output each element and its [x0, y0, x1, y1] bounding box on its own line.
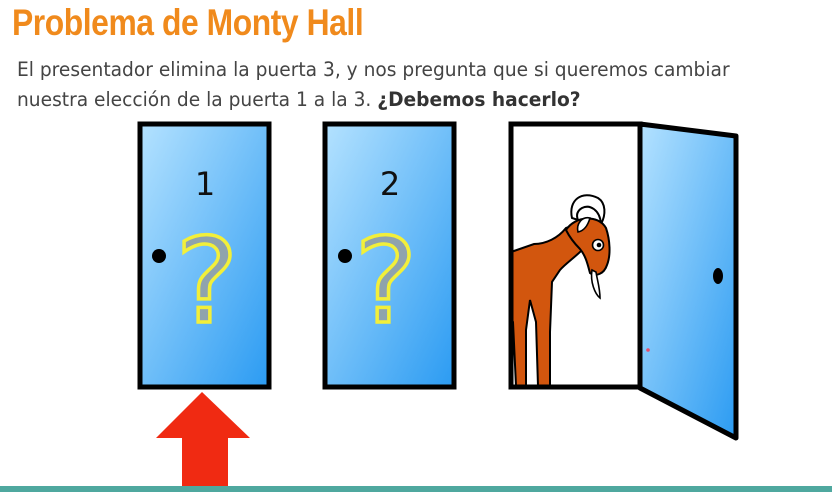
door-3-dot [646, 348, 650, 352]
bottom-accent-bar [0, 486, 832, 492]
door-3[interactable] [511, 124, 736, 438]
door-2-number: 2 [379, 165, 401, 203]
door-2-question-mark: ? [354, 212, 418, 350]
door-1-knob [152, 249, 166, 263]
door-1-number: 1 [194, 165, 216, 203]
door-2-knob [338, 249, 352, 263]
selection-arrow [156, 392, 250, 492]
door-2[interactable] [325, 124, 454, 387]
door-1[interactable] [140, 124, 269, 387]
slide-title: Problema de Monty Hall [12, 2, 364, 43]
door-1-question-mark: ? [175, 212, 239, 350]
subtitle-question: ¿Debemos hacerlo? [377, 88, 581, 111]
subtitle-text: El presentador elimina la puerta 3, y nos pregunta que si queremos cambiar nuestra elección de la puerta 1 a la 3. [17, 58, 730, 111]
door-3-knob [713, 268, 723, 284]
